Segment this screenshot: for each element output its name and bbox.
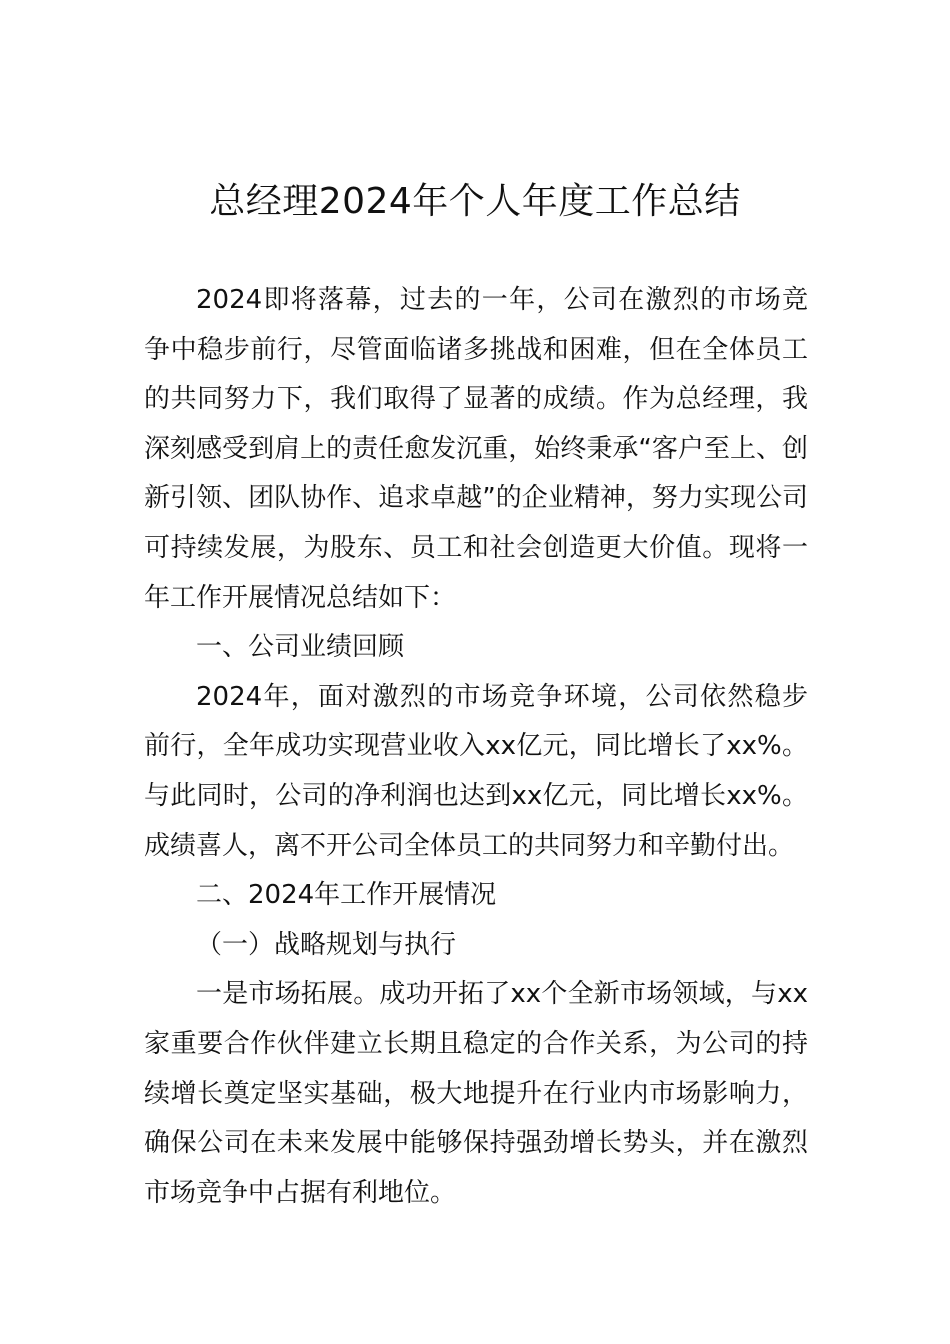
subsection-heading-strategy: （一）战略规划与执行 <box>196 929 457 960</box>
document-body <box>144 276 808 1218</box>
intro-paragraph: 2024即将落幕，过去的一年，公司在激烈的市场竞争中稳步前行，尽管面临诸多挑战和困难，但在全体员工的共同努力下，我们取得了显著的成绩。作为总经理，我深刻感受到肩上的责任愈发沉重，始终秉承“客户至上、创新引领、团队协作、追求卓越”的企业精神，努力实现公司可持续发展，为股东、员工和社会创造更大价值。现将一年工作开展情况总结如下： <box>144 285 808 613</box>
section-heading-performance-review: 一、公司业绩回顾 <box>196 632 405 663</box>
market-expansion-paragraph: 一是市场拓展。成功开拓了xx个全新市场领域，与xx家重要合作伙伴建立长期且稳定的合作关系，为公司的持续增长奠定坚实基础，极大地提升在行业内市场影响力，确保公司在未来发展中能够保持强劲增长势头，并在激烈市场竞争中占据有利地位。 <box>144 979 808 1208</box>
performance-paragraph: 2024年，面对激烈的市场竞争环境，公司依然稳步前行，全年成功实现营业收入xx亿元，同比增长了xx%。与此同时，公司的净利润也达到xx亿元，同比增长xx%。成绩喜人，离不开公司全体员工的共同努力和辛勤付出。 <box>144 681 808 861</box>
document-title: 总经理2024年个人年度工作总结 <box>209 181 741 222</box>
section-heading-work-progress: 二、2024年工作开展情况 <box>196 880 497 911</box>
